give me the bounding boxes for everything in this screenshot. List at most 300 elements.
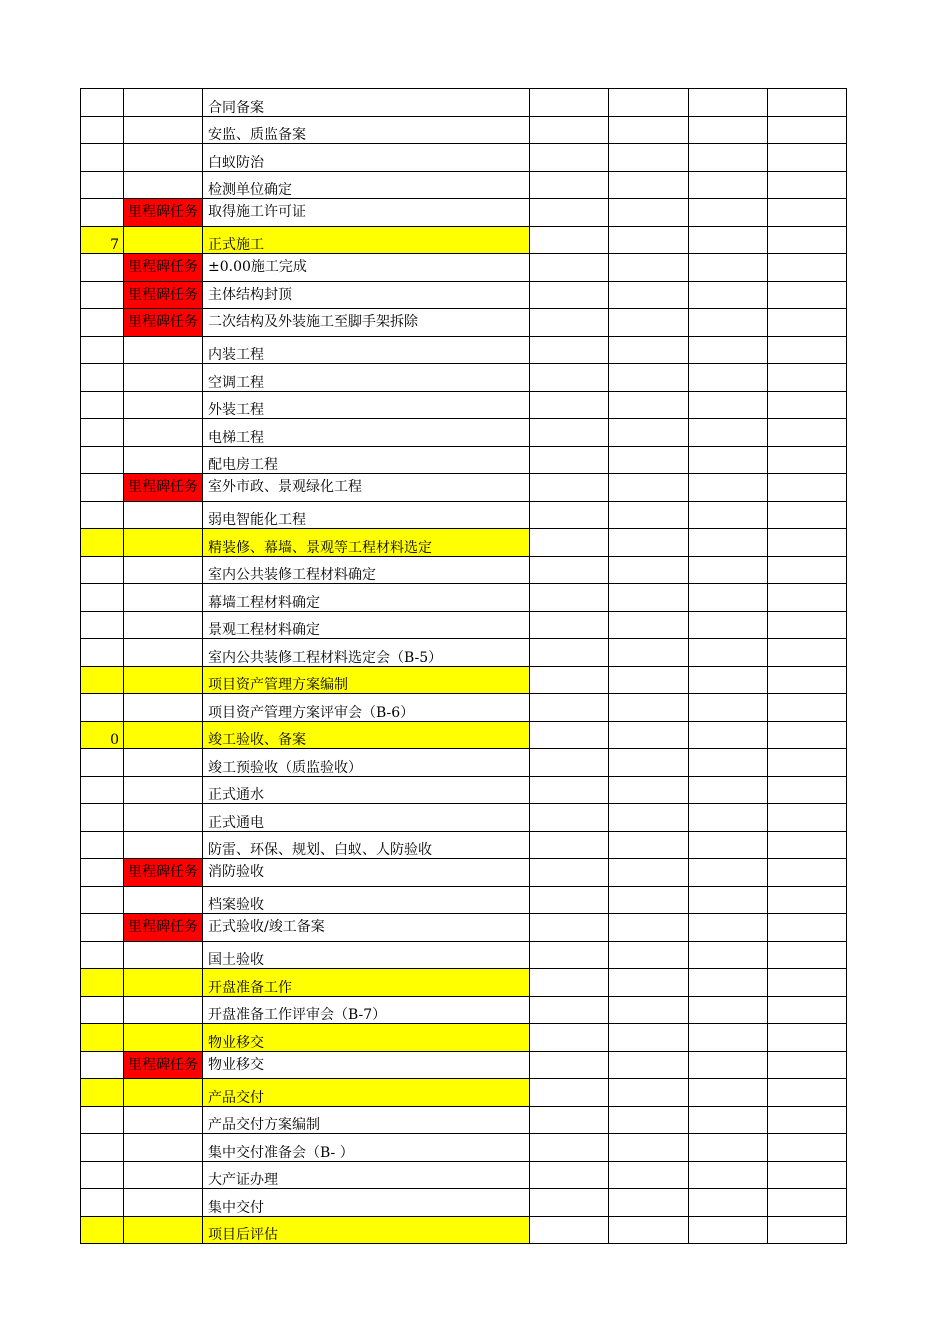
row-number-cell[interactable]	[81, 336, 124, 364]
empty-cell[interactable]	[768, 254, 847, 282]
row-number-cell[interactable]	[81, 859, 124, 887]
empty-cell[interactable]	[530, 144, 609, 172]
task-name-cell[interactable]: 项目资产管理方案编制	[203, 666, 530, 694]
empty-cell[interactable]	[609, 89, 689, 117]
task-name-cell[interactable]: 检测单位确定	[203, 171, 530, 199]
empty-cell[interactable]	[530, 116, 609, 144]
empty-cell[interactable]	[609, 886, 689, 914]
empty-cell[interactable]	[530, 89, 609, 117]
row-number-cell[interactable]	[81, 996, 124, 1024]
empty-cell[interactable]	[689, 501, 768, 529]
empty-cell[interactable]	[609, 721, 689, 749]
empty-cell[interactable]	[768, 336, 847, 364]
milestone-cell[interactable]	[124, 419, 203, 447]
milestone-cell[interactable]	[124, 1106, 203, 1134]
task-name-cell[interactable]: 电梯工程	[203, 419, 530, 447]
row-number-cell[interactable]	[81, 254, 124, 282]
empty-cell[interactable]	[689, 859, 768, 887]
milestone-cell[interactable]	[124, 556, 203, 584]
row-number-cell[interactable]	[81, 474, 124, 502]
milestone-cell[interactable]	[124, 1134, 203, 1162]
empty-cell[interactable]	[689, 171, 768, 199]
empty-cell[interactable]	[530, 1134, 609, 1162]
table-row	[81, 941, 847, 969]
empty-cell[interactable]	[768, 171, 847, 199]
empty-cell[interactable]	[609, 694, 689, 722]
milestone-cell[interactable]	[124, 639, 203, 667]
milestone-cell[interactable]	[124, 391, 203, 419]
milestone-cell[interactable]	[124, 226, 203, 254]
empty-cell[interactable]	[768, 1161, 847, 1189]
empty-cell[interactable]	[609, 1051, 689, 1079]
task-name-cell[interactable]: 内装工程	[203, 336, 530, 364]
empty-cell[interactable]	[609, 1161, 689, 1189]
empty-cell[interactable]	[768, 639, 847, 667]
row-number-cell[interactable]	[81, 1216, 124, 1244]
empty-cell[interactable]	[609, 1216, 689, 1244]
task-name-cell[interactable]: 空调工程	[203, 364, 530, 392]
empty-cell[interactable]	[689, 199, 768, 227]
row-number-cell[interactable]	[81, 941, 124, 969]
empty-cell[interactable]	[609, 969, 689, 997]
row-number-cell[interactable]	[81, 364, 124, 392]
empty-cell[interactable]	[689, 749, 768, 777]
empty-cell[interactable]	[530, 694, 609, 722]
empty-cell[interactable]	[768, 584, 847, 612]
row-number-cell[interactable]	[81, 666, 124, 694]
milestone-cell[interactable]	[124, 666, 203, 694]
empty-cell[interactable]	[609, 639, 689, 667]
table-row	[81, 1216, 847, 1244]
empty-cell[interactable]	[768, 996, 847, 1024]
empty-cell[interactable]	[530, 776, 609, 804]
row-number-cell[interactable]	[81, 776, 124, 804]
task-name-cell[interactable]: 配电房工程	[203, 446, 530, 474]
row-number-cell[interactable]	[81, 199, 124, 227]
row-number-cell[interactable]	[81, 501, 124, 529]
milestone-cell[interactable]	[124, 336, 203, 364]
milestone-cell[interactable]	[124, 1024, 203, 1052]
empty-cell[interactable]	[768, 1079, 847, 1107]
milestone-badge[interactable]: 里程碑任务	[124, 1051, 203, 1079]
task-name-cell[interactable]: 白蚁防治	[203, 144, 530, 172]
empty-cell[interactable]	[689, 391, 768, 419]
empty-cell[interactable]	[768, 666, 847, 694]
table-row	[81, 639, 847, 667]
empty-cell[interactable]	[609, 171, 689, 199]
task-name-cell[interactable]: 正式通水	[203, 776, 530, 804]
empty-cell[interactable]	[689, 529, 768, 557]
empty-cell[interactable]	[689, 1051, 768, 1079]
task-name-cell[interactable]: 正式施工	[203, 226, 530, 254]
empty-cell[interactable]	[768, 1216, 847, 1244]
empty-cell[interactable]	[609, 391, 689, 419]
empty-cell[interactable]	[530, 529, 609, 557]
empty-cell[interactable]	[530, 914, 609, 942]
empty-cell[interactable]	[768, 391, 847, 419]
empty-cell[interactable]	[689, 89, 768, 117]
empty-cell[interactable]	[689, 804, 768, 832]
empty-cell[interactable]	[768, 1134, 847, 1162]
empty-cell[interactable]	[609, 859, 689, 887]
empty-cell[interactable]	[609, 1189, 689, 1217]
empty-cell[interactable]	[530, 1051, 609, 1079]
empty-cell[interactable]	[530, 969, 609, 997]
empty-cell[interactable]	[609, 749, 689, 777]
empty-cell[interactable]	[609, 336, 689, 364]
empty-cell[interactable]	[689, 474, 768, 502]
empty-cell[interactable]	[689, 144, 768, 172]
empty-cell[interactable]	[530, 611, 609, 639]
empty-cell[interactable]	[768, 474, 847, 502]
empty-cell[interactable]	[530, 419, 609, 447]
empty-cell[interactable]	[689, 831, 768, 859]
task-name-cell[interactable]: ±0.00施工完成	[203, 254, 530, 282]
empty-cell[interactable]	[530, 996, 609, 1024]
task-name-cell[interactable]: 室外市政、景观绿化工程	[203, 474, 530, 502]
milestone-badge[interactable]: 里程碑任务	[124, 914, 203, 942]
empty-cell[interactable]	[609, 776, 689, 804]
empty-cell[interactable]	[530, 859, 609, 887]
task-name-cell[interactable]: 项目资产管理方案评审会（B-6）	[203, 694, 530, 722]
task-name-cell[interactable]: 景观工程材料确定	[203, 611, 530, 639]
milestone-cell[interactable]	[124, 584, 203, 612]
empty-cell[interactable]	[689, 1189, 768, 1217]
milestone-cell[interactable]	[124, 831, 203, 859]
empty-cell[interactable]	[689, 1024, 768, 1052]
milestone-cell[interactable]	[124, 941, 203, 969]
empty-cell[interactable]	[530, 171, 609, 199]
empty-cell[interactable]	[530, 584, 609, 612]
empty-cell[interactable]	[768, 914, 847, 942]
empty-cell[interactable]	[768, 1106, 847, 1134]
empty-cell[interactable]	[530, 1024, 609, 1052]
row-number-cell[interactable]	[81, 281, 124, 309]
empty-cell[interactable]	[689, 226, 768, 254]
task-name-cell[interactable]: 物业移交	[203, 1024, 530, 1052]
empty-cell[interactable]	[689, 694, 768, 722]
task-name-cell[interactable]: 防雷、环保、规划、白蚁、人防验收	[203, 831, 530, 859]
empty-cell[interactable]	[768, 1024, 847, 1052]
table-row	[81, 1161, 847, 1189]
empty-cell[interactable]	[609, 144, 689, 172]
task-name-cell[interactable]: 室内公共装修工程材料确定	[203, 556, 530, 584]
empty-cell[interactable]	[768, 529, 847, 557]
empty-cell[interactable]	[530, 1189, 609, 1217]
empty-cell[interactable]	[689, 666, 768, 694]
empty-cell[interactable]	[768, 886, 847, 914]
row-number-cell[interactable]	[81, 1161, 124, 1189]
task-name-cell[interactable]: 安监、质监备案	[203, 116, 530, 144]
empty-cell[interactable]	[768, 144, 847, 172]
row-number-cell[interactable]	[81, 914, 124, 942]
empty-cell[interactable]	[530, 1079, 609, 1107]
task-name-cell[interactable]: 集中交付	[203, 1189, 530, 1217]
empty-cell[interactable]	[530, 199, 609, 227]
row-number-cell[interactable]: 0	[81, 721, 124, 749]
empty-cell[interactable]	[689, 1216, 768, 1244]
empty-cell[interactable]	[768, 721, 847, 749]
empty-cell[interactable]	[609, 199, 689, 227]
empty-cell[interactable]	[609, 364, 689, 392]
empty-cell[interactable]	[689, 584, 768, 612]
task-name-cell[interactable]: 合同备案	[203, 89, 530, 117]
empty-cell[interactable]	[530, 336, 609, 364]
task-name-cell[interactable]: 竣工预验收（质监验收）	[203, 749, 530, 777]
empty-cell[interactable]	[689, 446, 768, 474]
task-name-cell[interactable]: 正式通电	[203, 804, 530, 832]
empty-cell[interactable]	[689, 886, 768, 914]
empty-cell[interactable]	[530, 391, 609, 419]
empty-cell[interactable]	[768, 309, 847, 337]
empty-cell[interactable]	[768, 364, 847, 392]
task-name-cell[interactable]: 消防验收	[203, 859, 530, 887]
milestone-cell[interactable]	[124, 749, 203, 777]
empty-cell[interactable]	[768, 199, 847, 227]
empty-cell[interactable]	[689, 721, 768, 749]
empty-cell[interactable]	[768, 804, 847, 832]
milestone-badge[interactable]: 里程碑任务	[124, 309, 203, 337]
task-name-cell[interactable]: 开盘准备工作评审会（B-7）	[203, 996, 530, 1024]
row-number-cell[interactable]	[81, 419, 124, 447]
empty-cell[interactable]	[768, 556, 847, 584]
milestone-cell[interactable]	[124, 776, 203, 804]
empty-cell[interactable]	[768, 226, 847, 254]
milestone-badge[interactable]: 里程碑任务	[124, 254, 203, 282]
empty-cell[interactable]	[768, 446, 847, 474]
empty-cell[interactable]	[530, 1106, 609, 1134]
milestone-cell[interactable]	[124, 996, 203, 1024]
empty-cell[interactable]	[689, 254, 768, 282]
milestone-cell[interactable]	[124, 171, 203, 199]
row-number-cell[interactable]	[81, 804, 124, 832]
row-number-cell[interactable]	[81, 89, 124, 117]
empty-cell[interactable]	[768, 501, 847, 529]
milestone-cell[interactable]	[124, 1161, 203, 1189]
empty-cell[interactable]	[768, 969, 847, 997]
empty-cell[interactable]	[609, 996, 689, 1024]
empty-cell[interactable]	[530, 639, 609, 667]
row-number-cell[interactable]	[81, 1106, 124, 1134]
empty-cell[interactable]	[689, 364, 768, 392]
task-name-cell[interactable]: 竣工验收、备案	[203, 721, 530, 749]
empty-cell[interactable]	[609, 611, 689, 639]
row-number-cell[interactable]	[81, 391, 124, 419]
task-name-cell[interactable]: 物业移交	[203, 1051, 530, 1079]
row-number-cell[interactable]	[81, 1079, 124, 1107]
empty-cell[interactable]	[530, 831, 609, 859]
empty-cell[interactable]	[530, 886, 609, 914]
task-name-cell[interactable]: 开盘准备工作	[203, 969, 530, 997]
milestone-badge[interactable]: 里程碑任务	[124, 281, 203, 309]
empty-cell[interactable]	[609, 914, 689, 942]
empty-cell[interactable]	[689, 281, 768, 309]
task-name-cell[interactable]: 产品交付方案编制	[203, 1106, 530, 1134]
milestone-badge[interactable]: 里程碑任务	[124, 199, 203, 227]
empty-cell[interactable]	[768, 611, 847, 639]
row-number-cell[interactable]	[81, 749, 124, 777]
empty-cell[interactable]	[609, 501, 689, 529]
milestone-cell[interactable]	[124, 364, 203, 392]
task-name-cell[interactable]: 正式验收/竣工备案	[203, 914, 530, 942]
empty-cell[interactable]	[768, 116, 847, 144]
empty-cell[interactable]	[609, 1024, 689, 1052]
empty-cell[interactable]	[530, 446, 609, 474]
empty-cell[interactable]	[689, 969, 768, 997]
task-name-cell[interactable]: 项目后评估	[203, 1216, 530, 1244]
milestone-cell[interactable]	[124, 116, 203, 144]
empty-cell[interactable]	[689, 116, 768, 144]
empty-cell[interactable]	[530, 666, 609, 694]
table-row	[81, 446, 847, 474]
empty-cell[interactable]	[609, 556, 689, 584]
empty-cell[interactable]	[530, 281, 609, 309]
row-number-cell[interactable]	[81, 1024, 124, 1052]
row-number-cell[interactable]	[81, 116, 124, 144]
empty-cell[interactable]	[689, 914, 768, 942]
empty-cell[interactable]	[768, 859, 847, 887]
empty-cell[interactable]	[530, 941, 609, 969]
empty-cell[interactable]	[530, 309, 609, 337]
task-name-cell[interactable]: 幕墙工程材料确定	[203, 584, 530, 612]
empty-cell[interactable]	[609, 309, 689, 337]
row-number-cell[interactable]	[81, 556, 124, 584]
task-name-cell[interactable]: 室内公共装修工程材料选定会（B-5）	[203, 639, 530, 667]
empty-cell[interactable]	[689, 1106, 768, 1134]
empty-cell[interactable]	[530, 721, 609, 749]
empty-cell[interactable]	[768, 1051, 847, 1079]
empty-cell[interactable]	[609, 116, 689, 144]
empty-cell[interactable]	[530, 226, 609, 254]
empty-cell[interactable]	[689, 776, 768, 804]
empty-cell[interactable]	[609, 226, 689, 254]
empty-cell[interactable]	[768, 831, 847, 859]
empty-cell[interactable]	[689, 309, 768, 337]
row-number-cell[interactable]	[81, 171, 124, 199]
empty-cell[interactable]	[530, 474, 609, 502]
empty-cell[interactable]	[530, 749, 609, 777]
milestone-cell[interactable]	[124, 144, 203, 172]
row-number-cell[interactable]	[81, 1134, 124, 1162]
empty-cell[interactable]	[609, 1134, 689, 1162]
empty-cell[interactable]	[689, 556, 768, 584]
row-number-cell[interactable]	[81, 144, 124, 172]
task-name-cell[interactable]: 国土验收	[203, 941, 530, 969]
row-number-cell[interactable]	[81, 1051, 124, 1079]
row-number-cell[interactable]	[81, 446, 124, 474]
row-number-cell[interactable]	[81, 584, 124, 612]
empty-cell[interactable]	[609, 529, 689, 557]
empty-cell[interactable]	[689, 941, 768, 969]
empty-cell[interactable]	[689, 1134, 768, 1162]
milestone-cell[interactable]	[124, 89, 203, 117]
task-name-cell[interactable]: 大产证办理	[203, 1161, 530, 1189]
empty-cell[interactable]	[530, 364, 609, 392]
empty-cell[interactable]	[609, 831, 689, 859]
task-name-cell[interactable]: 产品交付	[203, 1079, 530, 1107]
milestone-cell[interactable]	[124, 1189, 203, 1217]
empty-cell[interactable]	[768, 89, 847, 117]
empty-cell[interactable]	[689, 1079, 768, 1107]
empty-cell[interactable]	[530, 1216, 609, 1244]
empty-cell[interactable]	[609, 1106, 689, 1134]
empty-cell[interactable]	[768, 281, 847, 309]
empty-cell[interactable]	[609, 419, 689, 447]
row-number-cell[interactable]	[81, 639, 124, 667]
empty-cell[interactable]	[530, 501, 609, 529]
milestone-cell[interactable]	[124, 1079, 203, 1107]
empty-cell[interactable]	[768, 694, 847, 722]
row-number-cell[interactable]	[81, 611, 124, 639]
task-name-cell[interactable]: 档案验收	[203, 886, 530, 914]
row-number-cell[interactable]	[81, 309, 124, 337]
milestone-badge[interactable]: 里程碑任务	[124, 474, 203, 502]
empty-cell[interactable]	[768, 749, 847, 777]
milestone-cell[interactable]	[124, 886, 203, 914]
task-name-cell[interactable]: 二次结构及外装施工至脚手架拆除	[203, 309, 530, 337]
row-number-cell[interactable]	[81, 694, 124, 722]
empty-cell[interactable]	[609, 941, 689, 969]
schedule-table	[80, 88, 847, 1244]
row-number-cell[interactable]	[81, 886, 124, 914]
empty-cell[interactable]	[609, 584, 689, 612]
task-name-cell[interactable]: 弱电智能化工程	[203, 501, 530, 529]
empty-cell[interactable]	[609, 446, 689, 474]
task-name-cell[interactable]: 主体结构封顶	[203, 281, 530, 309]
task-name-cell[interactable]: 取得施工许可证	[203, 199, 530, 227]
milestone-cell[interactable]	[124, 501, 203, 529]
milestone-cell[interactable]	[124, 804, 203, 832]
empty-cell[interactable]	[530, 254, 609, 282]
task-name-cell[interactable]: 外装工程	[203, 391, 530, 419]
empty-cell[interactable]	[609, 474, 689, 502]
milestone-cell[interactable]	[124, 1216, 203, 1244]
empty-cell[interactable]	[689, 419, 768, 447]
empty-cell[interactable]	[689, 639, 768, 667]
milestone-cell[interactable]	[124, 611, 203, 639]
empty-cell[interactable]	[689, 1161, 768, 1189]
milestone-badge[interactable]: 里程碑任务	[124, 859, 203, 887]
empty-cell[interactable]	[530, 1161, 609, 1189]
empty-cell[interactable]	[689, 996, 768, 1024]
empty-cell[interactable]	[768, 419, 847, 447]
empty-cell[interactable]	[530, 556, 609, 584]
milestone-cell[interactable]	[124, 721, 203, 749]
row-number-cell[interactable]: 7	[81, 226, 124, 254]
empty-cell[interactable]	[609, 281, 689, 309]
empty-cell[interactable]	[768, 776, 847, 804]
milestone-cell[interactable]	[124, 969, 203, 997]
empty-cell[interactable]	[530, 804, 609, 832]
empty-cell[interactable]	[609, 1079, 689, 1107]
milestone-cell[interactable]	[124, 446, 203, 474]
milestone-cell[interactable]	[124, 529, 203, 557]
empty-cell[interactable]	[609, 804, 689, 832]
task-name-cell[interactable]: 精装修、幕墙、景观等工程材料选定	[203, 529, 530, 557]
row-number-cell[interactable]	[81, 831, 124, 859]
empty-cell[interactable]	[768, 1189, 847, 1217]
empty-cell[interactable]	[609, 254, 689, 282]
row-number-cell[interactable]	[81, 969, 124, 997]
row-number-cell[interactable]	[81, 529, 124, 557]
empty-cell[interactable]	[689, 336, 768, 364]
task-name-cell[interactable]: 集中交付准备会（B- ）	[203, 1134, 530, 1162]
empty-cell[interactable]	[768, 941, 847, 969]
empty-cell[interactable]	[689, 611, 768, 639]
milestone-cell[interactable]	[124, 694, 203, 722]
empty-cell[interactable]	[609, 666, 689, 694]
row-number-cell[interactable]	[81, 1189, 124, 1217]
